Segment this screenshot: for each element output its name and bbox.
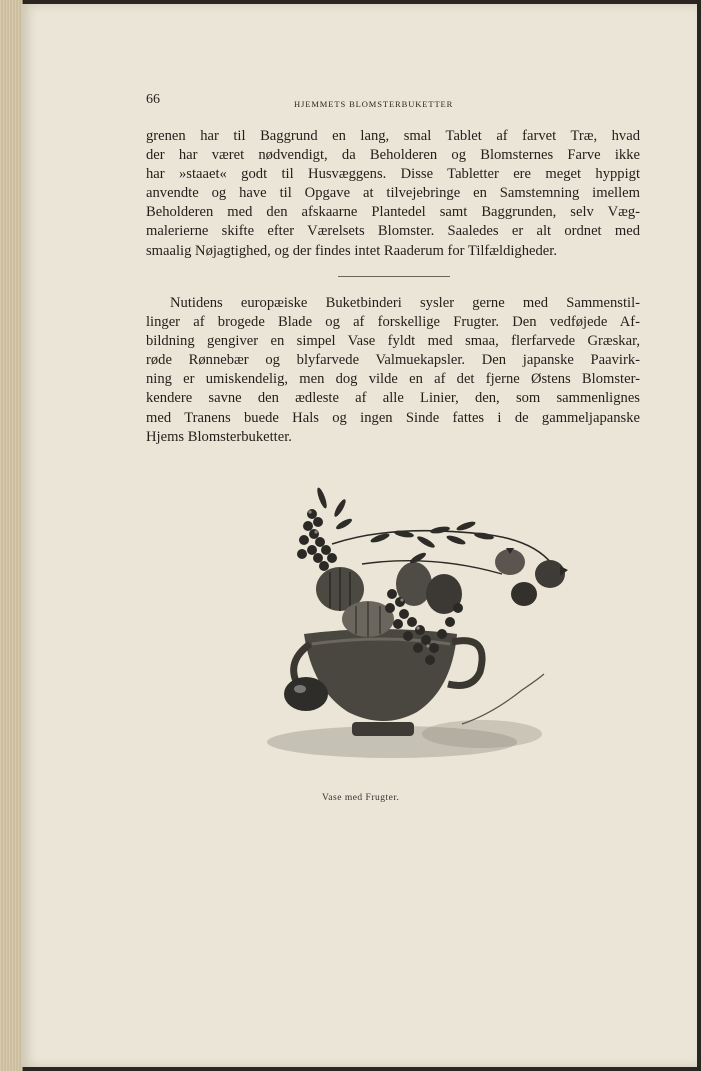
figure-caption: Vase med Frugter. <box>322 793 400 803</box>
text-line: har »staaet« godt til Husvæggens. Disse Tabletter ere meget hyppigt <box>146 166 640 183</box>
page-number: 66 <box>146 92 160 107</box>
book-spine-edge <box>0 0 23 1071</box>
text-line: bildning gengiver en simpel Vase fyldt med smaa, flerfarvede Græskar, <box>146 333 640 350</box>
section-separator <box>338 276 450 277</box>
text-line: med Tranens buede Hals og ingen Sinde fattes i de gammeljapanske <box>146 409 640 426</box>
text-line: Beholderen med den afskaarne Plantedel samt Baggrunden, selv Væg- <box>146 204 640 221</box>
paragraph-1 <box>146 127 640 261</box>
text-line: ning er umiskendelig, men dog vilde en af det fjerne Østens Blomster- <box>146 371 640 388</box>
text-line: linger af brogede Blade og af forskellige Frugter. Den vedføjede Af- <box>146 314 640 331</box>
text-line: kendere savne den ædleste af alle Linier, den, som sammenlignes <box>146 390 640 407</box>
text-line: Hjems Blomsterbuketter. <box>146 428 292 445</box>
text-line: der har været nødvendigt, da Beholderen og Blomsternes Farve ikke <box>146 147 640 164</box>
text-line: grenen har til Baggrund en lang, smal Tablet af farvet Træ, hvad <box>146 128 640 144</box>
leaves <box>315 487 494 565</box>
book-page <box>22 4 697 1067</box>
text-line: røde Rønnebær og blyfarvede Valmuekapsler. Den japanske Paavirk- <box>146 352 640 369</box>
text-line: Nutidens europæiske Buketbinderi sysler gerne med Sammenstil- <box>170 295 640 311</box>
vase-illustration <box>252 484 572 774</box>
paragraph-2 <box>146 294 640 447</box>
text-line: smaalig Nøjagtighed, og der findes intet Raaderum for Tilfældigheder. <box>146 242 557 259</box>
poppy-capsules <box>495 548 568 606</box>
running-head: HJEMMETS BLOMSTERBUKETTER <box>294 99 454 109</box>
fruit <box>284 677 328 711</box>
text-line: malerierne skifte efter Værelsets Blomster. Saaledes er alt ordnet med <box>146 223 640 240</box>
vase-base <box>352 722 414 736</box>
text-line: anvendte og have til Opgave at tilvejebringe en Samstemning imellem <box>146 185 640 202</box>
